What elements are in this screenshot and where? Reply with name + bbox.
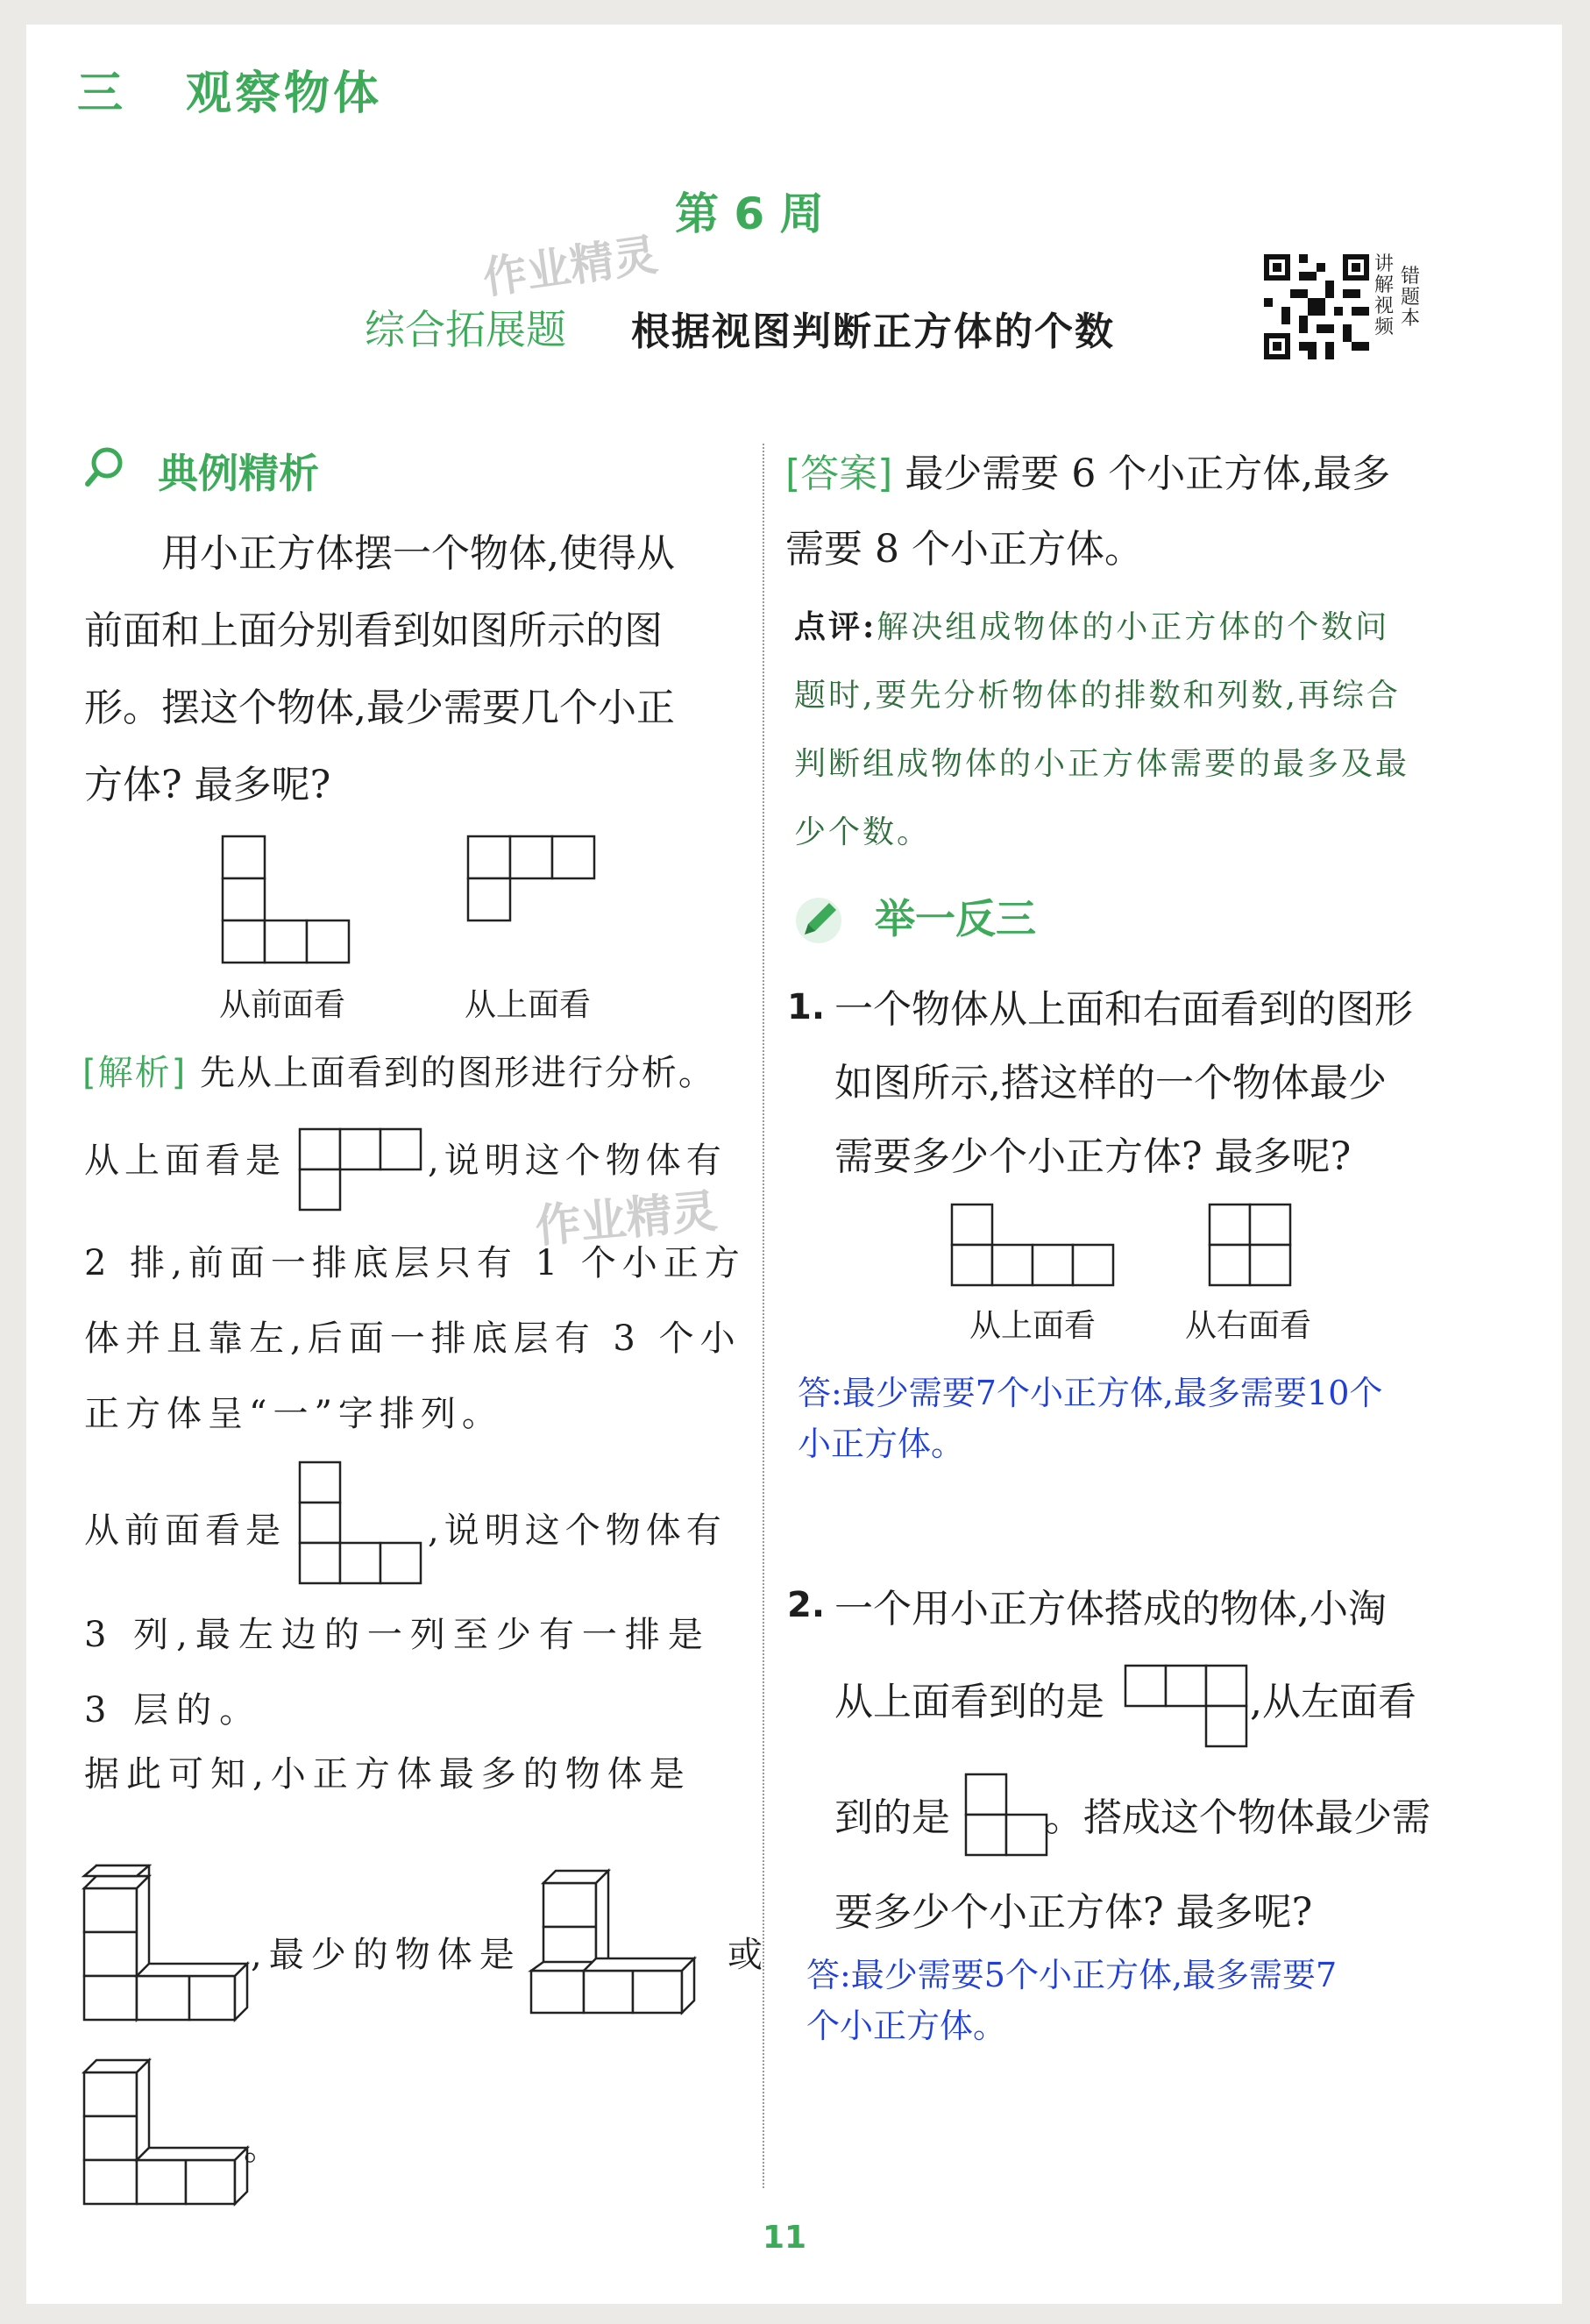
answer-line: 需要 8 个小正方体。 (785, 527, 1143, 572)
q1-line: 如图所示,搭这样的一个物体最少 (834, 1061, 1387, 1105)
answer-line (785, 437, 1539, 512)
caption-top-view: 从上面看 (465, 987, 592, 1023)
para-line: 体并且靠左,后面一排底层有 3 个小 (84, 1318, 742, 1359)
q1-answer-line: 答:最少需要7个小正方体,最多需要10个 (798, 1374, 1383, 1412)
comment-label: 点评: (794, 608, 877, 645)
answer-block (785, 437, 1539, 587)
analysis-first-line (82, 1047, 715, 1099)
q2-answer[interactable] (806, 1950, 1543, 2051)
question-line: 形。摆这个物体,最少需要几个小正 (84, 686, 675, 730)
comment-block (794, 593, 1495, 867)
front-explain: ,说明这个物体有 (428, 1510, 727, 1551)
figure-front-view (223, 836, 354, 968)
watermark: 作业精灵 (479, 229, 661, 304)
comment-line: 题时,要先分析物体的排数和列数,再综合 (794, 678, 1401, 714)
caption-front-view: 从前面看 (219, 987, 346, 1023)
figure-3d-least-b (84, 2050, 251, 2207)
from-top-label: 从上面看是 (84, 1141, 286, 1181)
q1-caption-right: 从右面看 (1185, 1308, 1312, 1344)
q2-answer-line: 答:最少需要5个小正方体,最多需要7 (806, 1956, 1338, 1994)
answer-tag: 答案 (800, 451, 878, 496)
top-explain: ,说明这个物体有 (428, 1141, 727, 1181)
q2-line1: 一个用小正方体搭成的物体,小淘 (834, 1587, 1387, 1631)
q1-right-view (1210, 1205, 1297, 1292)
q1-caption-top: 从上面看 (969, 1308, 1097, 1344)
inline-top-view (300, 1129, 431, 1217)
q2-line3b: 。搭成这个物体最少需 (1045, 1795, 1430, 1840)
figure-top-view (468, 836, 600, 924)
page (26, 25, 1562, 2304)
analysis-text: 先从上面看到的图形进行分析。 (199, 1053, 715, 1093)
least-label: ,最少的物体是 (251, 1935, 522, 1975)
end-mark: 。 (244, 2128, 279, 2168)
analysis-para2 (84, 1597, 768, 1748)
analysis-bracket-close: ] (171, 1053, 188, 1093)
answer-text: 最少需要 6 个小正方体,最多 (905, 451, 1391, 496)
q2-number: 2. (787, 1585, 826, 1625)
page-number: 11 (763, 2220, 807, 2256)
q1-number: 1. (787, 987, 826, 1027)
qr-label-video: 讲解视频 (1374, 253, 1395, 338)
example-question (84, 515, 750, 824)
q1-text (834, 973, 1536, 1194)
q2-line3a: 到的是 (834, 1795, 950, 1840)
qr-label-wrongbook: 错题本 (1401, 266, 1421, 330)
qr-code-icon[interactable] (1264, 254, 1343, 359)
question-line: 方体? 最多呢? (84, 763, 331, 807)
answer-bracket-open: [ (785, 451, 801, 496)
q2-top-view (1125, 1666, 1257, 1753)
para-line: 正方体呈“一”字排列。 (84, 1394, 503, 1434)
from-front-label: 从前面看是 (84, 1510, 286, 1551)
chapter-title: 观察物体 (186, 68, 383, 120)
question-line: 前面和上面分别看到如图所示的图 (84, 608, 663, 653)
para-line: 2 排,前面一排底层只有 1 个小正方 (84, 1243, 746, 1283)
q2-line2a: 从上面看到的是 (834, 1680, 1104, 1724)
q1-line: 一个物体从上面和右面看到的图形 (834, 987, 1413, 1032)
chapter-number: 三 (77, 68, 124, 120)
q1-top-view (952, 1205, 1127, 1292)
or-label: 或 (728, 1935, 763, 1975)
question-line: 用小正方体摆一个物体,使得从 (161, 531, 675, 576)
watermark-2: 作业精灵 (533, 1185, 720, 1254)
week-title: 第 6 周 (675, 188, 824, 239)
q1-line: 需要多少个小正方体? 最多呢? (834, 1134, 1352, 1179)
practice-heading: 举一反三 (875, 895, 1036, 942)
inline-front-view (300, 1462, 431, 1594)
analysis-para1 (84, 1226, 768, 1452)
conclusion-line: 据此可知,小正方体最多的物体是 (84, 1754, 692, 1795)
q2-line2b: ,从左面看 (1250, 1680, 1416, 1724)
q2-left-view (966, 1774, 1054, 1862)
topic-title: 根据视图判断正方体的个数 (631, 309, 1115, 354)
para-line: 3 列,最左边的一列至少有一排是 (84, 1615, 711, 1655)
analysis-tag: 解析 (97, 1053, 172, 1093)
comment-text: 解决组成物体的小正方体的个数问 (877, 609, 1390, 645)
para-line: 3 层的。 (84, 1690, 263, 1731)
q1-answer-line: 小正方体。 (798, 1425, 965, 1463)
q2-answer-line: 个小正方体。 (806, 2007, 1007, 2045)
comment-line: 少个数。 (794, 814, 932, 850)
comment-line: 判断组成物体的小正方体需要的最多及最 (794, 746, 1410, 782)
q1-answer[interactable] (798, 1368, 1534, 1469)
figure-3d-least-a (531, 1866, 698, 2023)
analysis-bracket-open: [ (82, 1053, 98, 1093)
example-heading: 典例精析 (158, 450, 319, 497)
topic-category: 综合拓展题 (365, 306, 566, 353)
comment-line (794, 593, 1495, 662)
q2-line4: 要多少个小正方体? 最多呢? (834, 1890, 1313, 1935)
figure-3d-most (84, 1866, 251, 2023)
answer-bracket-close: ] (877, 451, 893, 496)
